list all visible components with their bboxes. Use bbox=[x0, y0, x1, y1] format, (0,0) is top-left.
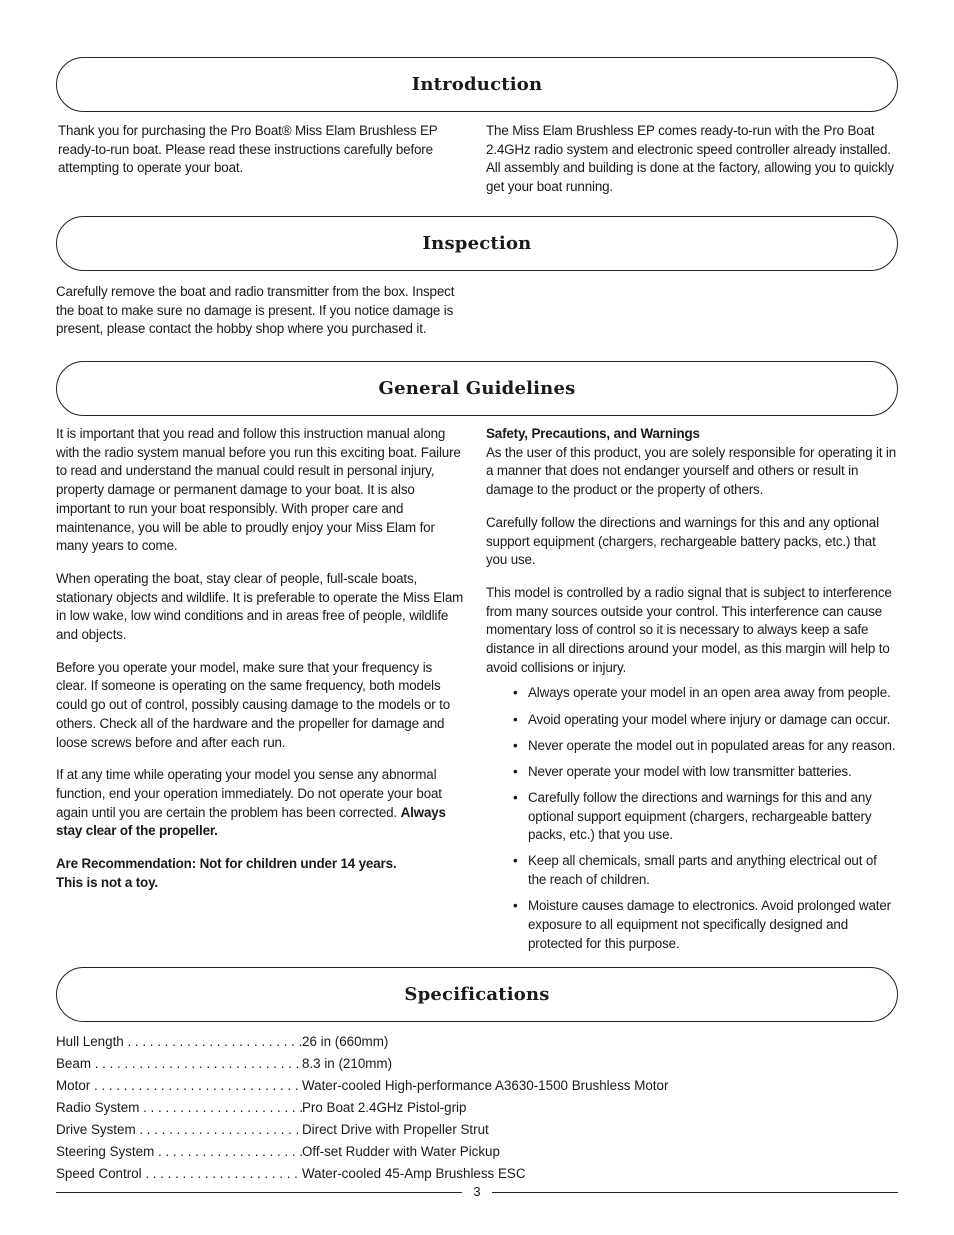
list-item: • Keep all chemicals, small parts and anything electrical out of the reach of children. bbox=[486, 852, 898, 889]
spec-row bbox=[56, 1097, 668, 1119]
introduction-text-left: Thank you for purchasing the Pro Boat® Miss Elam Brushless EP ready-to-run boat. Please read these instructions carefully before attempting to operate your boat. bbox=[58, 123, 438, 176]
safety-paragraph-3: This model is controlled by a radio signal that is subject to interference from many sources outside your control. This interference can cause momentary loss of control so it is necessary to always keep a safe distance in all directions around your model, as this margin will help to avoid collisions or injury. bbox=[486, 584, 892, 675]
spec-value: Water-cooled High-performance A3630-1500 Brushless Motor bbox=[302, 1078, 669, 1093]
guidelines-paragraph-4-text: If at any time while operating your model you sense any abnormal function, end your operation immediately. Do not operate your boat again until you are certain the problem has been corrected. bbox=[56, 767, 442, 820]
list-item: • Never operate the model out in populated areas for any reason. bbox=[486, 737, 898, 756]
spec-label: Steering System . . . bbox=[56, 1141, 302, 1163]
footer-rule-left bbox=[56, 1192, 462, 1193]
spec-row bbox=[56, 1031, 668, 1053]
guidelines-paragraph-4 bbox=[56, 766, 466, 841]
spec-row bbox=[56, 1119, 668, 1141]
list-item: • Moisture causes damage to electronics. Avoid prolonged water exposure to all equipment not specifically designed and protected for this purpose. bbox=[486, 897, 898, 953]
specifications-header bbox=[56, 967, 898, 1022]
spec-label: Beam . . . bbox=[56, 1053, 302, 1075]
safety-paragraph-1: As the user of this product, you are solely responsible for operating it in a manner that does not endanger yourself and others or result in damage to the product or the property of others. bbox=[486, 444, 897, 498]
guidelines-header bbox=[56, 361, 898, 416]
guidelines-title: General Guidelines bbox=[378, 378, 576, 399]
specifications-title: Specifications bbox=[404, 984, 550, 1005]
inspection-title: Inspection bbox=[422, 233, 532, 254]
list-item: • Avoid operating your model where injury or damage can occur. bbox=[486, 711, 898, 730]
spec-value: 26 in (660mm) bbox=[302, 1034, 389, 1049]
spec-value: Direct Drive with Propeller Strut bbox=[302, 1122, 489, 1137]
guidelines-right-column bbox=[486, 425, 898, 961]
propeller-warning: Always stay clear of the propeller. bbox=[56, 804, 446, 839]
spec-row bbox=[56, 1141, 668, 1163]
spec-label: Speed Control . . . bbox=[56, 1163, 302, 1185]
spec-label: Radio System . . . bbox=[56, 1097, 302, 1119]
introduction-header bbox=[56, 57, 898, 112]
list-item: • Carefully follow the directions and warnings for this and any optional support equipment (chargers, rechargeable battery packs, etc.) that you use. bbox=[486, 789, 898, 845]
list-item: • Never operate your model with low transmitter batteries. bbox=[486, 763, 898, 782]
age-recommendation bbox=[56, 855, 466, 892]
introduction-text-right: The Miss Elam Brushless EP comes ready-to-run with the Pro Boat 2.4GHz radio system and electronic speed controller already installed. All assembly and building is done at the factory, allowing you to quickly get your boat running. bbox=[486, 123, 894, 195]
spec-label: Motor . . . bbox=[56, 1075, 302, 1097]
age-recommendation-line-1: Are Recommendation: Not for children under 14 years. bbox=[56, 856, 397, 872]
guidelines-paragraph-3: Before you operate your model, make sure that your frequency is clear. If someone is operating on the same frequency, both models could go out of control, possibly causing damage to the models or to others. Check all of the hardware and the propeller for damage and loose screws before and after each run. bbox=[56, 659, 450, 750]
guidelines-paragraph-1: It is important that you read and follow this instruction manual along with the radio system manual before you run this exciting boat. Failure to read and understand the manual could result in personal injury, property damage or permanent damage to your boat. It is also important to run your boat responsibly. With proper care and maintenance, you will be able to proudly enjoy your Miss Elam for many years to come. bbox=[56, 426, 461, 554]
page-number: 3 bbox=[473, 1184, 481, 1199]
safety-section bbox=[486, 425, 898, 500]
spec-value: 8.3 in (210mm) bbox=[302, 1056, 393, 1071]
inspection-header bbox=[56, 216, 898, 271]
introduction-title: Introduction bbox=[411, 74, 543, 95]
guidelines-paragraph-2: When operating the boat, stay clear of people, full-scale boats, stationary objects and wildlife. It is preferable to operate the Miss Elam in low wake, low wind conditions and in areas free of people, wildlife and objects. bbox=[56, 570, 464, 643]
introduction-right-column bbox=[486, 122, 898, 197]
safety-paragraph-2: Carefully follow the directions and warnings for this and any optional support equipment (chargers, rechargeable battery packs, etc.) that you use. bbox=[486, 514, 879, 568]
age-recommendation-line-2: This is not a toy. bbox=[56, 874, 158, 890]
spec-label: Drive System . . . bbox=[56, 1119, 302, 1141]
specifications-table bbox=[56, 1031, 668, 1185]
list-item: • Always operate your model in an open area away from people. bbox=[486, 684, 898, 703]
spec-value: Pro Boat 2.4GHz Pistol-grip bbox=[302, 1100, 467, 1115]
spec-value: Water-cooled 45-Amp Brushless ESC bbox=[302, 1166, 526, 1181]
spec-row bbox=[56, 1163, 668, 1185]
spec-value: Off-set Rudder with Water Pickup bbox=[302, 1144, 500, 1159]
guidelines-left-column bbox=[56, 425, 466, 906]
spec-row bbox=[56, 1075, 668, 1097]
safety-bullet-list bbox=[486, 684, 898, 953]
safety-heading: Safety, Precautions, and Warnings bbox=[486, 426, 700, 441]
inspection-text: Carefully remove the boat and radio transmitter from the box. Inspect the boat to make sure no damage is present. If you notice damage is present, please contact the hobby shop where you purchased it. bbox=[56, 284, 455, 337]
footer-rule-right bbox=[492, 1192, 898, 1193]
spec-row bbox=[56, 1053, 668, 1075]
spec-label: Hull Length . . . bbox=[56, 1031, 302, 1053]
introduction-left-column bbox=[58, 122, 450, 178]
inspection-column bbox=[56, 283, 456, 339]
